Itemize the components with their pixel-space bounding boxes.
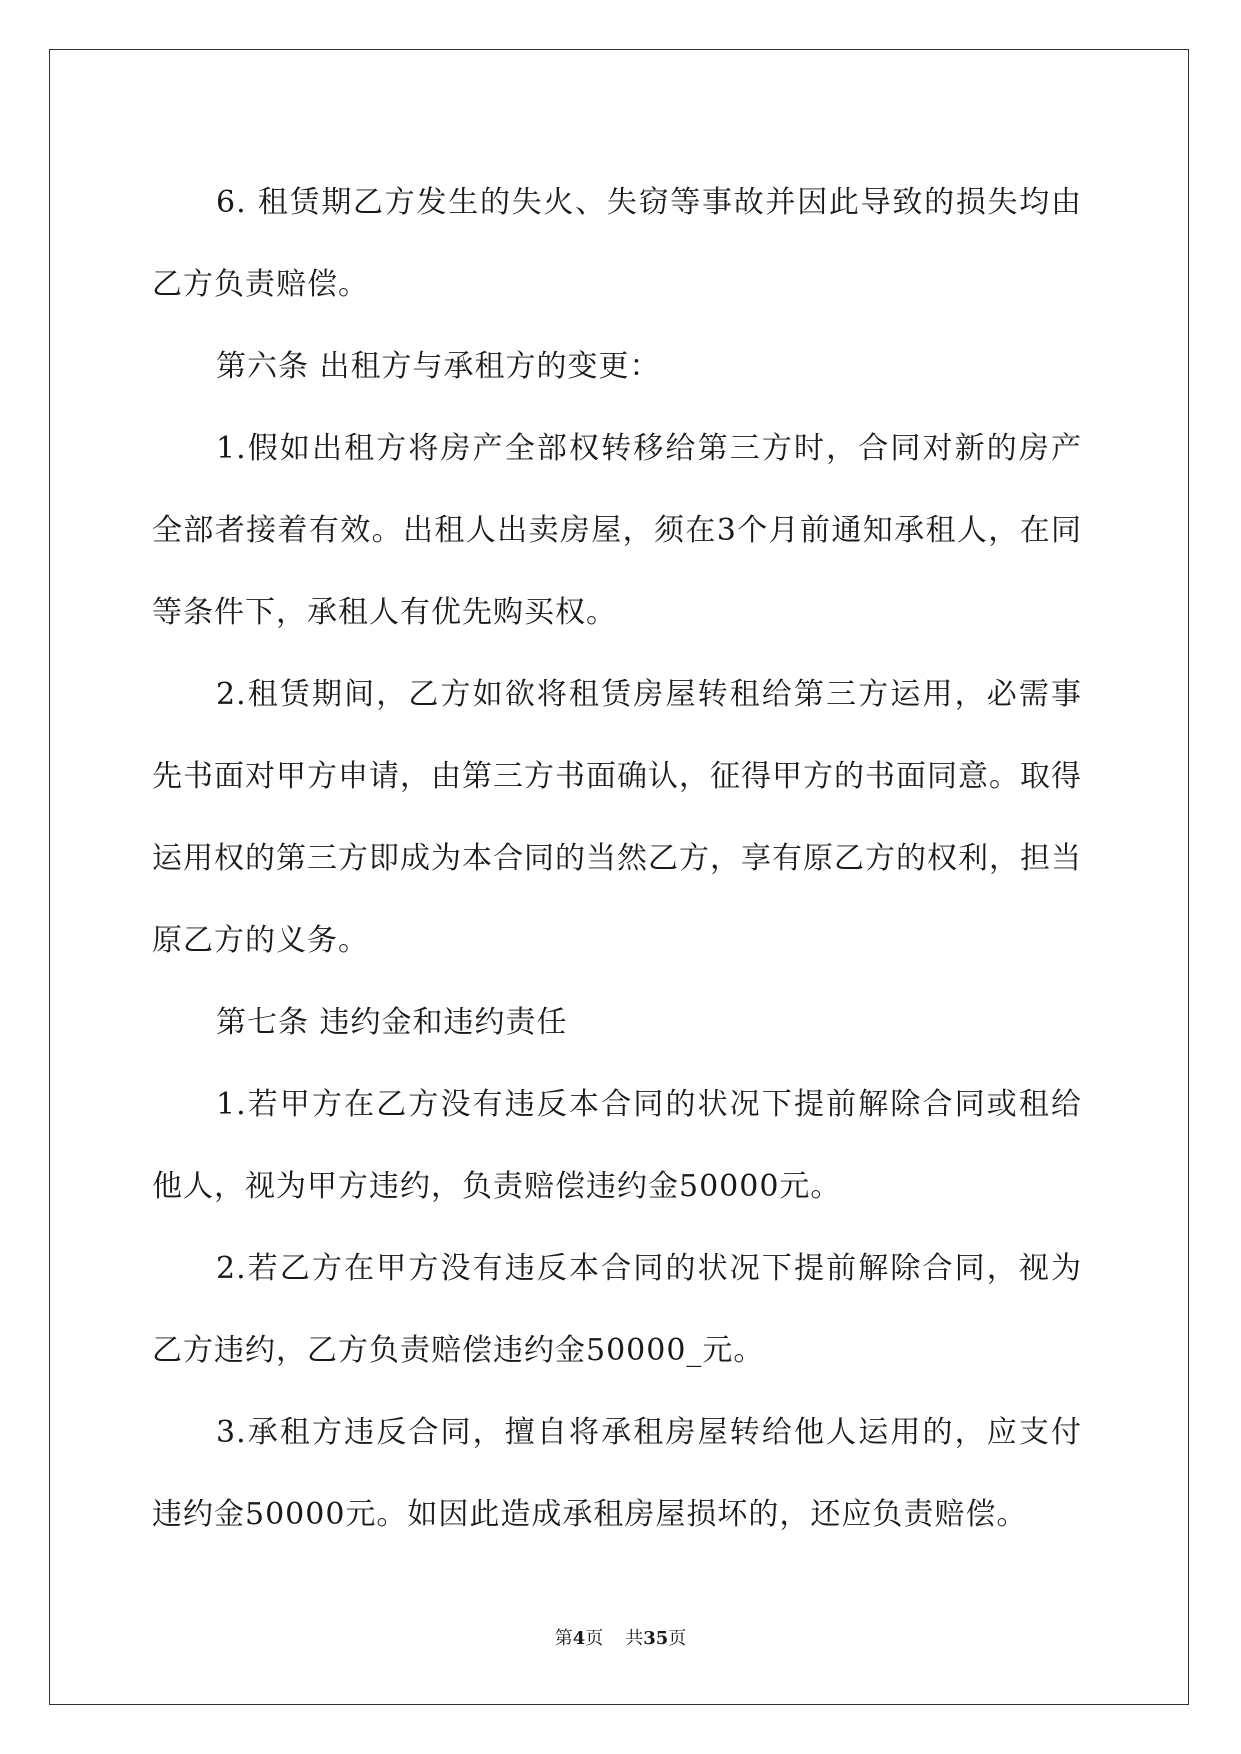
total-suffix: 页: [668, 1628, 687, 1649]
total-pages: 35: [643, 1628, 669, 1649]
document-body: [152, 162, 1082, 1556]
paragraph-change-2: 2.租赁期间，乙方如欲将租赁房屋转租给第三方运用，必需事先书面对甲方申请，由第三方书面确认，征得甲方的书面同意。取得运用权的第三方即成为本合同的当然乙方，享有原乙方的权利，担当原乙方的义务。: [152, 677, 1082, 958]
paragraph-penalty-1: 1.若甲方在乙方没有违反本合同的状况下提前解除合同或租给他人，视为甲方违约，负责赔偿违约金50000元。: [152, 1087, 1082, 1204]
paragraph-clause-6: 6. 租赁期乙方发生的失火、失窃等事故并因此导致的损失均由乙方负责赔偿。: [152, 185, 1082, 302]
page-footer: [0, 1624, 1241, 1650]
page-suffix: 页: [585, 1628, 604, 1649]
paragraph-change-1: 1.假如出租方将房产全部权转移给第三方时，合同对新的房产全部者接着有效。出租人出卖房屋，须在3个月前通知承租人，在同等条件下，承租人有优先购买权。: [152, 431, 1082, 630]
heading-article-6: 第六条 出租方与承租方的变更：: [216, 349, 661, 384]
paragraph-penalty-2: 2.若乙方在甲方没有违反本合同的状况下提前解除合同，视为乙方违约，乙方负责赔偿违约金50000_元。: [152, 1251, 1082, 1368]
page-number: 4: [572, 1628, 586, 1649]
total-prefix: 共: [625, 1628, 644, 1649]
heading-article-7: 第七条 违约金和违约责任: [216, 1005, 568, 1040]
paragraph-penalty-3: 3.承租方违反合同，擅自将承租房屋转给他人运用的，应支付违约金50000元。如因此造成承租房屋损坏的，还应负责赔偿。: [152, 1415, 1082, 1532]
page-prefix: 第: [554, 1628, 573, 1649]
